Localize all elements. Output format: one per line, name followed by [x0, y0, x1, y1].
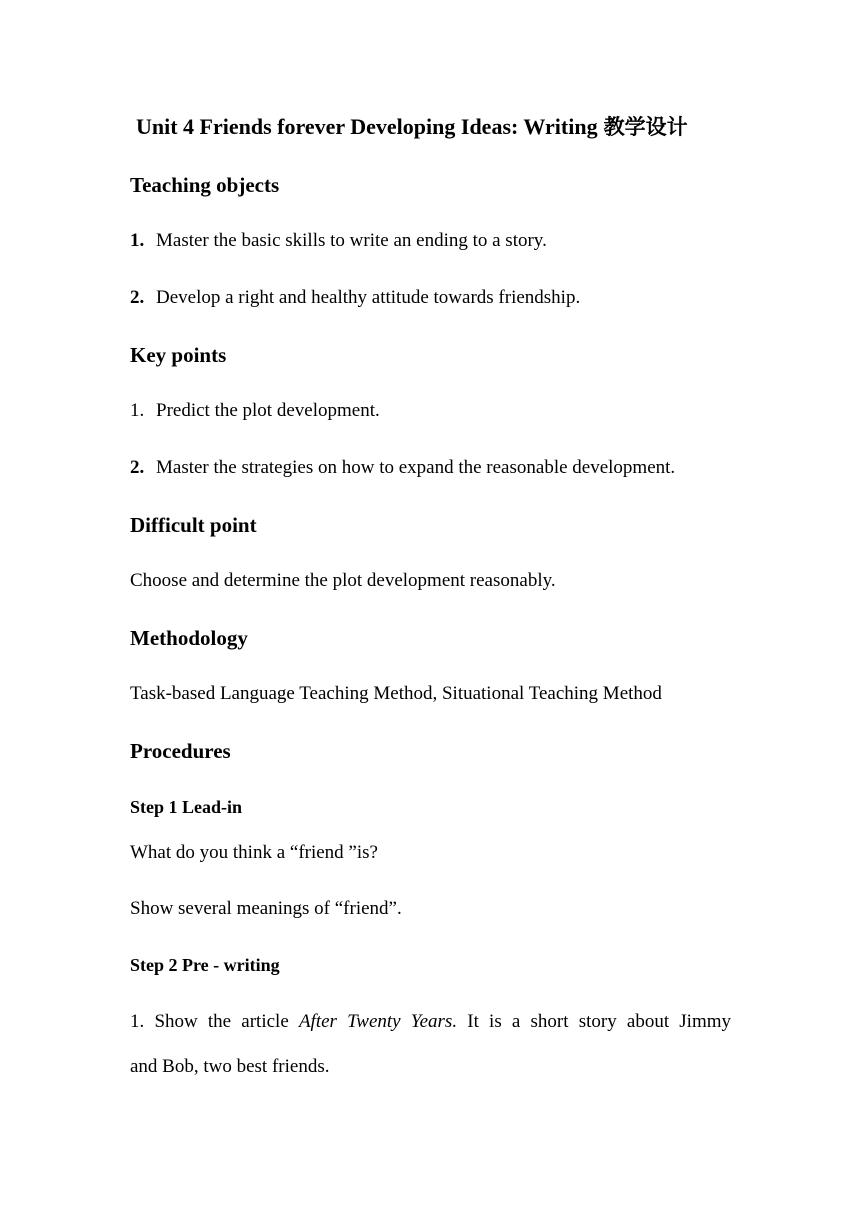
item-text: Predict the plot development. — [156, 400, 380, 421]
title-english: Unit 4 Friends forever Developing Ideas: Writing — [136, 114, 598, 139]
key-points-heading: Key points — [130, 343, 227, 367]
item-number: 2. — [130, 287, 145, 308]
item-suffix: It is a short story about Jimmy — [467, 1011, 732, 1032]
teaching-object-item-2 — [130, 286, 580, 310]
methodology-text: Task-based Language Teaching Method, Situational Teaching Method — [130, 683, 662, 704]
key-point-item-2 — [130, 456, 675, 480]
article-title: After Twenty Years. — [298, 1011, 458, 1032]
step1-heading: Step 1 Lead-in — [130, 797, 243, 817]
step1-line-2: Show several meanings of “friend”. — [130, 898, 402, 919]
step1-line-1: What do you think a “friend ”is? — [130, 842, 378, 863]
item-text: Master the strategies on how to expand the reasonable development. — [156, 457, 676, 478]
item-text: Master the basic skills to write an ending to a story. — [156, 230, 547, 251]
title-chinese: 教学设计 — [603, 115, 688, 139]
methodology-heading: Methodology — [130, 626, 248, 650]
step2-item-1 — [130, 1010, 731, 1034]
document-title — [136, 113, 688, 141]
item-text: Develop a right and healthy attitude towards friendship. — [156, 287, 581, 308]
difficult-point-heading: Difficult point — [130, 513, 257, 537]
item-number: 1. — [130, 230, 145, 251]
item-number: 1. — [130, 1011, 145, 1032]
item-number: 1. — [130, 400, 145, 421]
item-prefix: Show the article — [154, 1011, 289, 1032]
procedures-heading: Procedures — [130, 739, 231, 763]
item-number: 2. — [130, 457, 145, 478]
key-point-item-1 — [130, 399, 380, 423]
step2-item-1-continuation: and Bob, two best friends. — [130, 1056, 330, 1077]
teaching-objects-heading: Teaching objects — [130, 173, 280, 197]
difficult-point-text: Choose and determine the plot development reasonably. — [130, 570, 556, 591]
teaching-object-item-1 — [130, 229, 547, 253]
step2-heading: Step 2 Pre - writing — [130, 955, 280, 975]
